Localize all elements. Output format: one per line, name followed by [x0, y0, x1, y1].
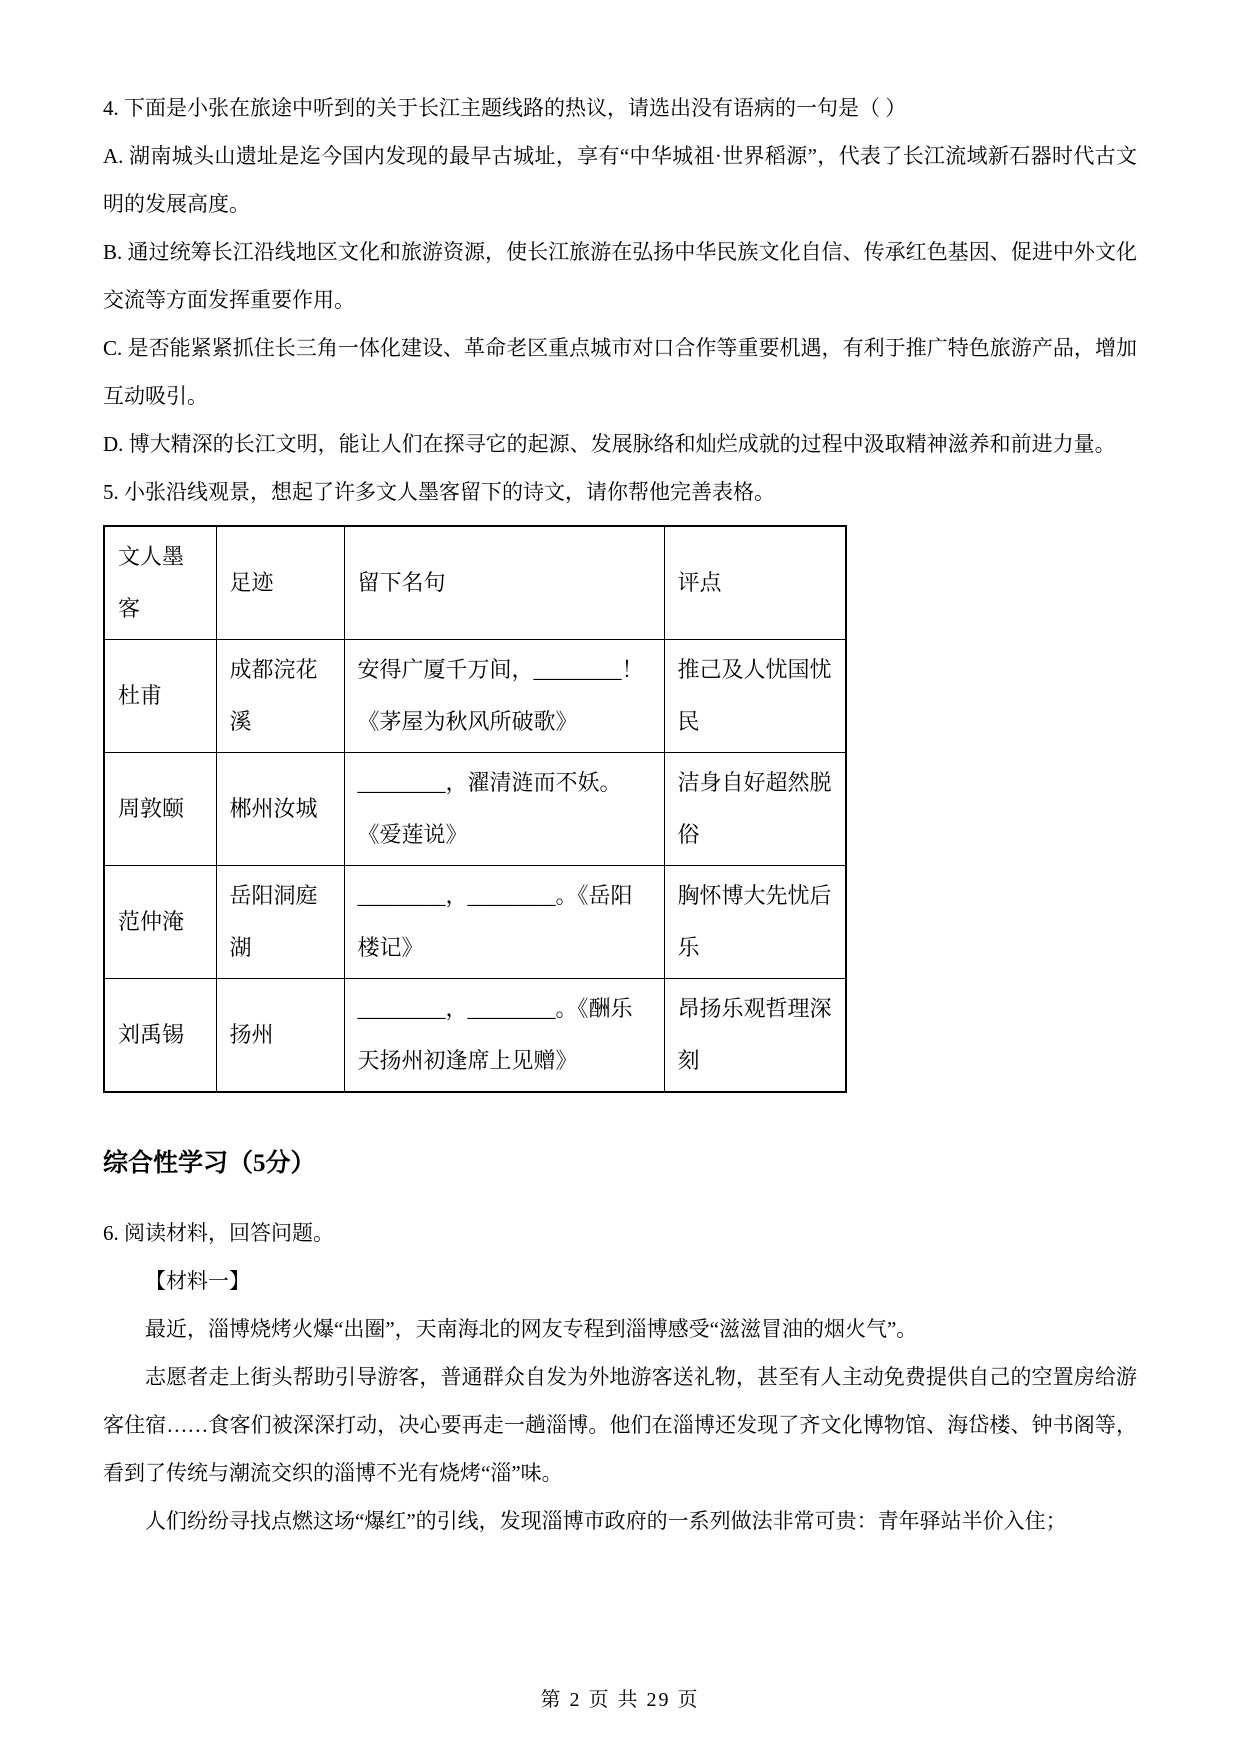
- material-paragraph: 人们纷纷寻找点燃这场“爆红”的引线，发现淄博市政府的一系列做法非常可贵：青年驿站半价入住；: [145, 1509, 1067, 1533]
- material-paragraph: 最近，淄博烧烤火爆“出圈”，天南海北的网友专程到淄博感受“滋滋冒油的烟火气”。: [145, 1317, 918, 1341]
- section-heading: 综合性学习（5分）: [103, 1150, 316, 1177]
- header-cell-famous-line: 留下名句: [344, 526, 664, 640]
- question-4-option-c: C. 是否能紧紧抓住长三角一体化建设、革命老区重点城市对口合作等重要机遇，有利于推广特色旅游产品，增加互动吸引。: [103, 336, 1137, 408]
- literati-poems-table: [103, 525, 847, 1093]
- cell-comment: 胸怀博大先忧后乐: [664, 866, 846, 979]
- cell-poet: 范仲淹: [104, 866, 216, 979]
- cell-poet: 刘禹锡: [104, 979, 216, 1093]
- table-row: [104, 866, 846, 979]
- question-6-stem: 6. 阅读材料，回答问题。: [103, 1221, 334, 1245]
- cell-poet: 杜甫: [104, 640, 216, 753]
- material-paragraph: 志愿者走上街头帮助引导游客，普通群众自发为外地游客送礼物，甚至有人主动免费提供自己的空置房给游客住宿……食客们被深深打动，决心要再走一趟淄博。他们在淄博还发现了齐文化博物馆、海岱楼、钟书阁等，看到了传统与潮流交织的淄博不光有烧烤“淄”味。: [103, 1365, 1137, 1485]
- cell-footprint: 岳阳洞庭湖: [216, 866, 344, 979]
- cell-famous-line: 安得广厦千万间，________！《茅屋为秋风所破歌》: [344, 640, 664, 753]
- cell-footprint: 郴州汝城: [216, 753, 344, 866]
- cell-comment: 昂扬乐观哲理深刻: [664, 979, 846, 1093]
- header-cell-footprint: 足迹: [216, 526, 344, 640]
- cell-comment: 洁身自好超然脱俗: [664, 753, 846, 866]
- header-cell-literati: 文人墨客: [104, 526, 216, 640]
- table-header-row: [104, 526, 846, 640]
- question-4-option-a: A. 湖南城头山遗址是迄今国内发现的最早古城址，享有“中华城祖·世界稻源”，代表了长江流域新石器时代古文明的发展高度。: [103, 144, 1137, 216]
- cell-comment: 推己及人忧国忧民: [664, 640, 846, 753]
- question-4-stem: 4. 下面是小张在旅途中听到的关于长江主题线路的热议，请选出没有语病的一句是（ ）: [103, 96, 907, 120]
- cell-footprint: 成都浣花溪: [216, 640, 344, 753]
- material-one-label: 【材料一】: [145, 1269, 250, 1293]
- cell-poet: 周敦颐: [104, 753, 216, 866]
- cell-famous-line: ________，________。《岳阳楼记》: [344, 866, 664, 979]
- page-footer: 第 2 页 共 29 页: [540, 1689, 700, 1711]
- cell-famous-line: ________，________。《酬乐天扬州初逢席上见赠》: [344, 979, 664, 1093]
- cell-famous-line: ________，濯清涟而不妖。《爱莲说》: [344, 753, 664, 866]
- question-4-option-b: B. 通过统筹长江沿线地区文化和旅游资源，使长江旅游在弘扬中华民族文化自信、传承红色基因、促进中外文化交流等方面发挥重要作用。: [103, 240, 1137, 312]
- header-cell-comment: 评点: [664, 526, 846, 640]
- question-4-option-d: D. 博大精深的长江文明，能让人们在探寻它的起源、发展脉络和灿烂成就的过程中汲取精神滋养和前进力量。: [103, 432, 1116, 456]
- table-row: [104, 640, 846, 753]
- table-row: [104, 753, 846, 866]
- table-row: [104, 979, 846, 1093]
- cell-footprint: 扬州: [216, 979, 344, 1093]
- question-5-stem: 5. 小张沿线观景，想起了许多文人墨客留下的诗文，请你帮他完善表格。: [103, 480, 775, 504]
